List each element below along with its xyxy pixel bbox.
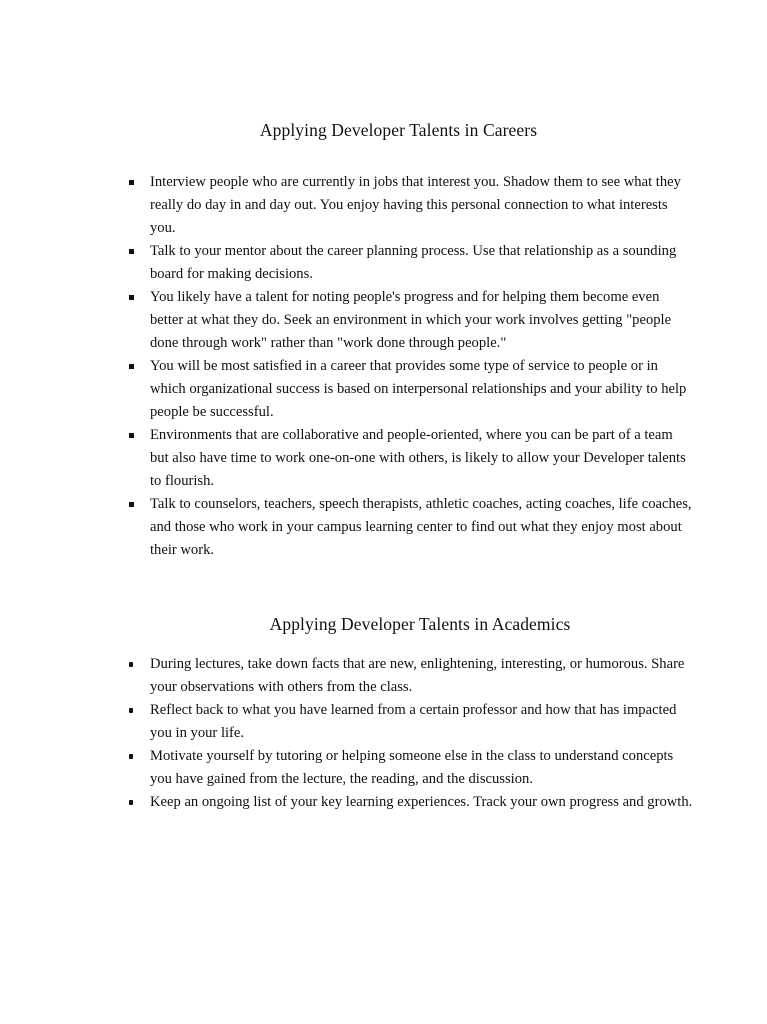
- careers-list: [150, 171, 695, 562]
- list-item: [150, 240, 695, 286]
- list-item-text: Talk to counselors, teachers, speech therapists, athletic coaches, acting coaches, life coaches, and those who work in your campus learning center to find out what they enjoy most about their work.: [150, 496, 692, 558]
- list-item-text: Interview people who are currently in jobs that interest you. Shadow them to see what they really do day in and day out. You enjoy having this personal connection to what interests you.: [150, 174, 681, 236]
- bullet-icon: [129, 800, 133, 805]
- list-item-text: Reflect back to what you have learned from a certain professor and how that has impacted you in your life.: [150, 702, 677, 741]
- list-item: [150, 745, 695, 791]
- bullet-square-icon: [129, 180, 134, 185]
- careers-section: [0, 118, 767, 558]
- bullet-icon: [129, 754, 133, 759]
- careers-heading: Applying Developer Talents in Careers: [259, 120, 538, 140]
- academics-list: [150, 653, 695, 814]
- bullet-square-icon: [129, 433, 134, 438]
- list-item: [150, 699, 695, 745]
- bullet-icon: [129, 662, 133, 667]
- list-item-text: You will be most satisfied in a career that provides some type of service to people or in which organizational success is based on interpersonal relationships and your ability to help people be successful.: [150, 358, 687, 420]
- academics-section: [0, 612, 767, 810]
- list-item-text: Environments that are collaborative and people-oriented, where you can be part of a team but also have time to work one-on-one with others, is likely to allow your Developer talents to flourish.: [150, 427, 686, 489]
- list-item: [150, 791, 695, 814]
- list-item-text: Talk to your mentor about the career planning process. Use that relationship as a sounding board for making decisions.: [150, 243, 677, 282]
- list-item: [150, 653, 695, 699]
- academics-heading: Applying Developer Talents in Academics: [269, 614, 571, 634]
- list-item-text: Motivate yourself by tutoring or helping someone else in the class to understand concepts you have gained from the lecture, the reading, and the discussion.: [150, 748, 674, 787]
- list-item: [150, 424, 695, 493]
- list-item: [150, 286, 695, 355]
- bullet-square-icon: [129, 249, 134, 254]
- list-item-text: Keep an ongoing list of your key learning experiences. Track your own progress and growth.: [150, 794, 693, 810]
- bullet-square-icon: [129, 295, 134, 300]
- bullet-icon: [129, 708, 133, 713]
- bullet-square-icon: [129, 364, 134, 369]
- list-item-text: During lectures, take down facts that are new, enlightening, interesting, or humorous. Share your observations with others from the class.: [150, 656, 685, 695]
- bullet-square-icon: [129, 502, 134, 507]
- list-item: [150, 355, 695, 424]
- list-item-text: You likely have a talent for noting people's progress and for helping them become even better at what they do. Seek an environment in which your work involves getting "people done through work" rather than "work done through people.": [150, 289, 672, 351]
- list-item: [150, 493, 695, 562]
- list-item: [150, 171, 695, 240]
